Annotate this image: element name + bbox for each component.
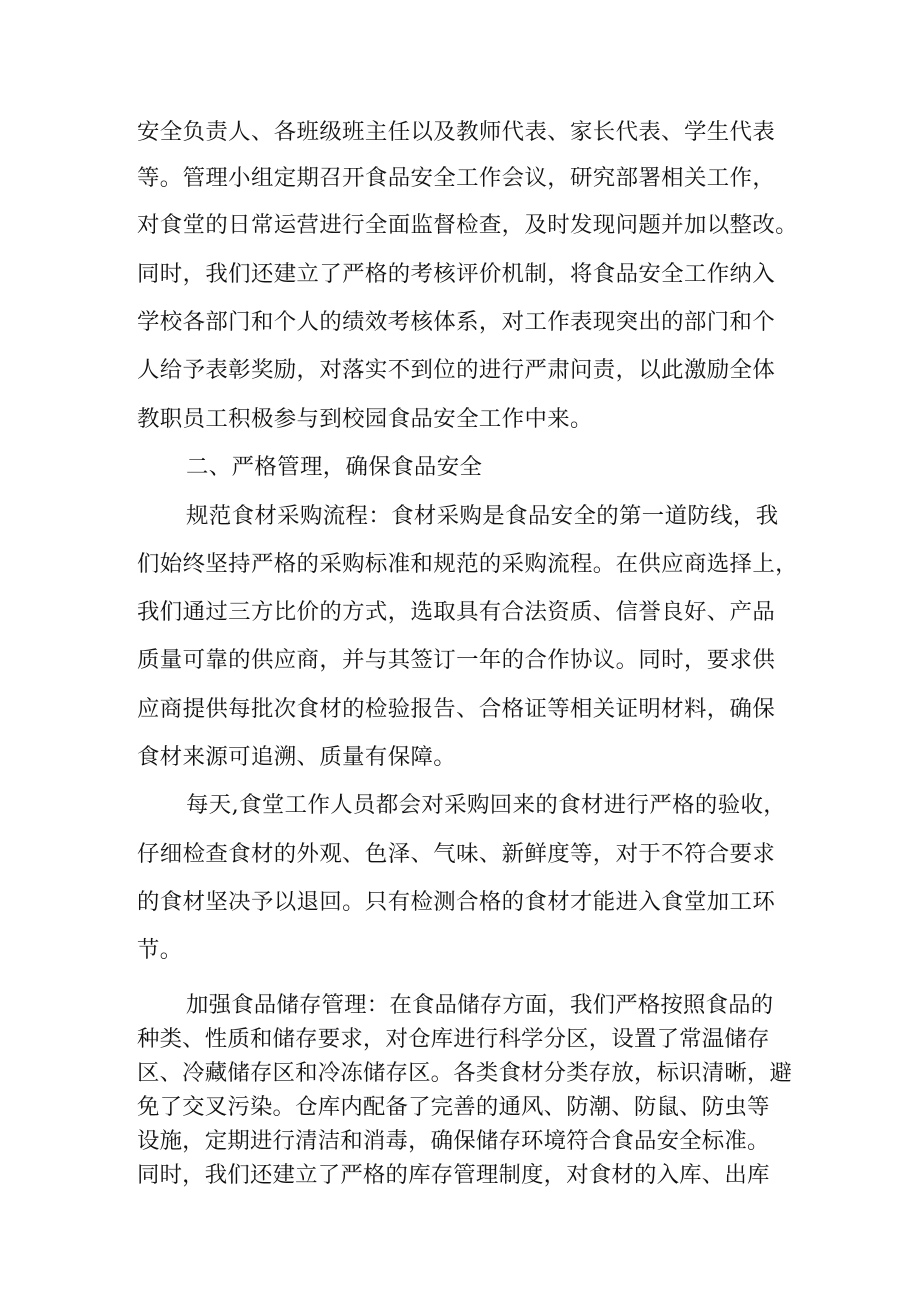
body-line: 免了交叉污染。仓库内配备了完善的通风、防潮、防鼠、防虫等 xyxy=(137,1094,770,1120)
paragraph-first-line: 加强食品储存管理：在食品储存方面，我们严格按照食品的 xyxy=(186,992,774,1018)
paragraph-first-line: 每天,食堂工作人员都会对采购回来的食材进行严格的验收， xyxy=(186,792,787,818)
body-line: 应商提供每批次食材的检验报告、合格证等相关证明材料，确保 xyxy=(137,696,776,722)
body-line: 的食材坚决予以退回。只有检测合格的食材才能进入食堂加工环 xyxy=(137,889,776,915)
section-heading: 二、严格管理，确保食品安全 xyxy=(186,454,483,480)
body-line: 教职员工积极参与到校园食品安全工作中来。 xyxy=(137,406,593,432)
body-line: 们始终坚持严格的采购标准和规范的采购流程。在供应商选择上， xyxy=(137,551,798,577)
body-line: 同时，我们还建立了严格的考核评价机制，将食品安全工作纳入 xyxy=(137,261,776,287)
body-line: 区、冷藏储存区和冷冻储存区。各类食材分类存放，标识清晰，避 xyxy=(137,1060,793,1086)
body-line: 同时，我们还建立了严格的库存管理制度，对食材的入库、出库 xyxy=(137,1162,770,1188)
body-line: 安全负责人、各班级班主任以及教师代表、家长代表、学生代表 xyxy=(137,119,776,145)
body-line: 设施，定期进行清洁和消毒，确保储存环境符合食品安全标准。 xyxy=(137,1128,770,1154)
body-line: 节。 xyxy=(137,937,183,963)
paragraph-first-line: 规范食材采购流程：食材采购是食品安全的第一道防线，我 xyxy=(186,503,779,529)
body-line: 人给予表彰奖励，对落实不到位的进行严肃问责，以此激励全体 xyxy=(137,357,776,383)
body-line: 种类、性质和储存要求，对仓库进行科学分区，设置了常温储存 xyxy=(137,1026,770,1052)
body-line: 学校各部门和个人的绩效考核体系，对工作表现突出的部门和个 xyxy=(137,309,776,335)
body-line: 食材来源可追溯、质量有保障。 xyxy=(137,744,457,770)
body-line: 对食堂的日常运营进行全面监督检查，及时发现问题并加以整改。 xyxy=(137,212,798,238)
body-line: 我们通过三方比价的方式，选取具有合法资质、信誉良好、产品 xyxy=(137,599,776,625)
body-line: 质量可靠的供应商，并与其签订一年的合作协议。同时，要求供 xyxy=(137,647,776,673)
body-line: 仔细检查食材的外观、色泽、气味、新鲜度等，对于不符合要求 xyxy=(137,841,776,867)
body-line: 等。管理小组定期召开食品安全工作会议，研究部署相关工作， xyxy=(137,165,776,191)
